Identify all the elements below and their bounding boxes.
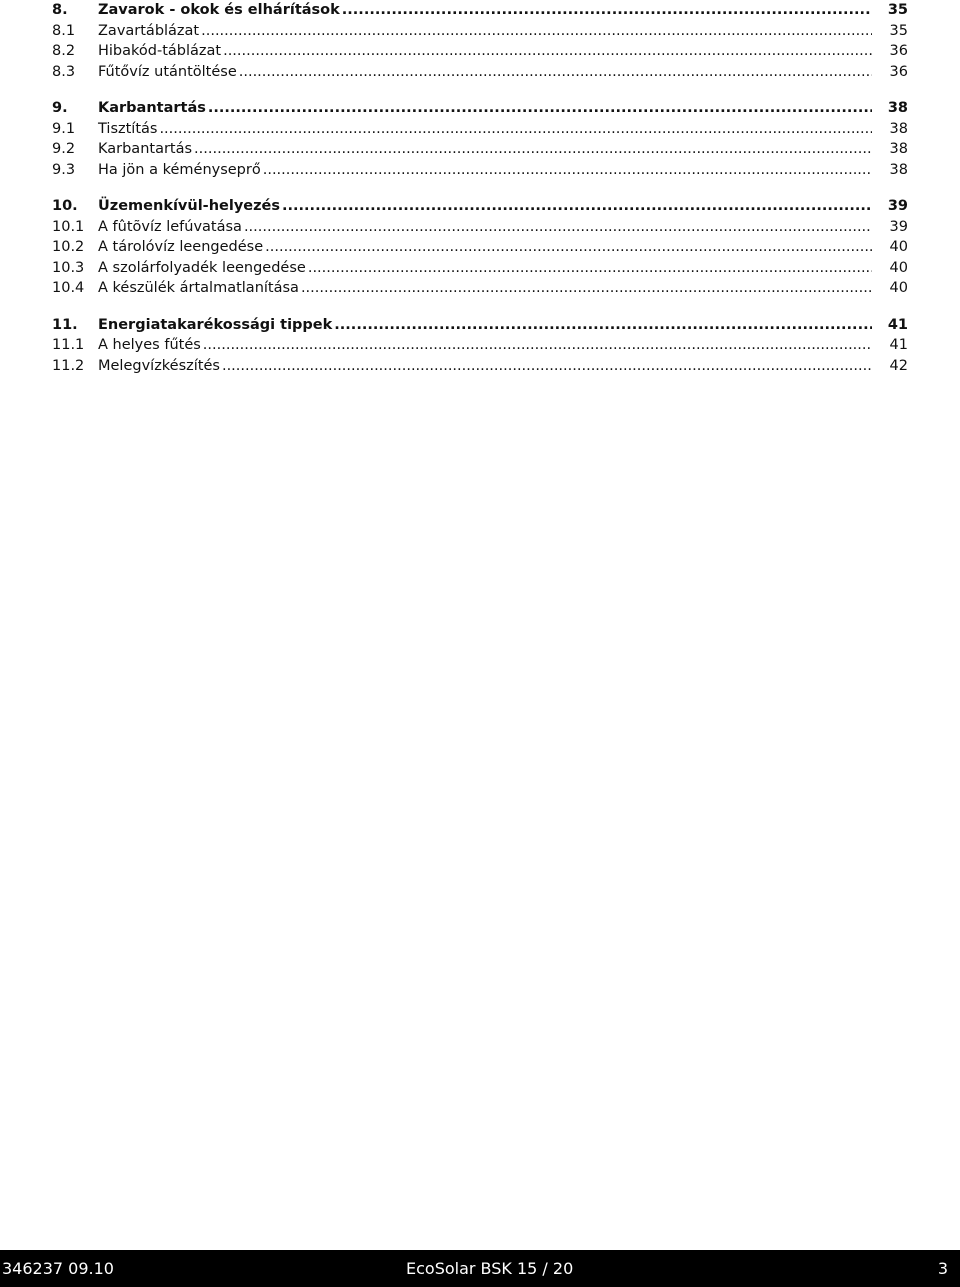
toc-entry-page: 42 — [889, 357, 908, 374]
toc-heading-title: Üzemenkívül-helyezés — [98, 198, 281, 214]
toc-heading[interactable] — [52, 315, 908, 336]
toc-entry-number: 8.2 — [52, 43, 76, 59]
dot-leader — [308, 258, 872, 279]
dot-leader — [282, 196, 872, 217]
toc-entry-title: A fûtõvíz lefúvatása — [98, 218, 242, 235]
toc-entry[interactable] — [52, 335, 908, 356]
toc-entry-page: 41 — [889, 337, 908, 353]
toc-section — [52, 315, 908, 377]
page-footer — [0, 1250, 960, 1287]
toc-heading-page: 39 — [887, 198, 908, 214]
toc-heading-number: 10. — [52, 198, 78, 214]
toc-entry[interactable] — [52, 62, 908, 83]
toc-entry-title: Tisztítás — [98, 120, 158, 137]
toc-entry-number: 8.1 — [52, 22, 76, 39]
footer-page-number: 3 — [937, 1259, 948, 1278]
dot-leader — [159, 119, 872, 140]
toc-entry-number: 10.4 — [52, 280, 85, 296]
toc-heading-title: Energiatakarékossági tippek — [98, 316, 333, 333]
toc-entry-title: Zavartáblázat — [98, 22, 200, 39]
toc-section — [52, 98, 908, 180]
dot-leader — [222, 356, 872, 377]
toc-entry-number: 9.3 — [52, 161, 76, 178]
toc-entry-title: A helyes fűtés — [98, 337, 201, 353]
dot-leader — [342, 0, 872, 21]
toc-entry-number: 10.1 — [52, 218, 85, 235]
toc-heading-page: 38 — [887, 100, 908, 116]
toc-heading-title: Karbantartás — [98, 100, 206, 116]
toc-heading[interactable] — [52, 196, 908, 217]
toc-entry[interactable] — [52, 139, 908, 160]
toc-entry-title: Hibakód-táblázat — [98, 43, 222, 59]
toc-entry-title: Karbantartás — [98, 141, 193, 157]
toc-entry-number: 10.2 — [52, 239, 85, 255]
toc-entry-title: A tárolóvíz leengedése — [98, 239, 264, 255]
toc-entry[interactable] — [52, 278, 908, 299]
toc-section — [52, 0, 908, 82]
toc-heading-page: 41 — [887, 316, 908, 333]
toc-entry[interactable] — [52, 21, 908, 42]
toc-heading-title: Zavarok - okok és elhárítások — [98, 2, 340, 18]
toc-heading-number: 11. — [52, 316, 78, 333]
dot-leader — [201, 21, 872, 42]
toc-entry[interactable] — [52, 258, 908, 279]
toc-entry-number: 9.2 — [52, 141, 76, 157]
footer-doc-number: 346237 09.10 — [2, 1259, 114, 1278]
toc-entry-page: 39 — [889, 218, 908, 235]
toc-entry-page: 40 — [889, 259, 908, 276]
toc-entry-page: 40 — [889, 280, 908, 296]
toc-entry-title: A készülék ártalmatlanítása — [98, 280, 299, 296]
dot-leader — [223, 41, 872, 62]
dot-leader — [194, 139, 872, 160]
toc-entry-title: Melegvízkészítés — [98, 357, 220, 374]
dot-leader — [239, 62, 872, 83]
toc-heading-number: 8. — [52, 2, 68, 18]
dot-leader — [334, 315, 872, 336]
toc-entry-title: A szolárfolyadék leengedése — [98, 259, 306, 276]
toc-entry-number: 11.2 — [52, 357, 85, 374]
toc-heading-page: 35 — [887, 2, 908, 18]
toc-entry-page: 40 — [889, 239, 908, 255]
dot-leader — [265, 237, 872, 258]
toc-entry-title: Ha jön a kéményseprő — [98, 161, 261, 178]
toc-entry-page: 36 — [889, 63, 908, 80]
toc-entry[interactable] — [52, 356, 908, 377]
footer-product-name: EcoSolar BSK 15 / 20 — [406, 1259, 574, 1278]
dot-leader — [244, 217, 872, 238]
toc-section — [52, 196, 908, 299]
toc-entry[interactable] — [52, 237, 908, 258]
toc-heading[interactable] — [52, 98, 908, 119]
toc-entry-page: 38 — [889, 141, 908, 157]
toc-entry-number: 8.3 — [52, 63, 76, 80]
dot-leader — [208, 98, 872, 119]
dot-leader — [301, 278, 872, 299]
toc-heading[interactable] — [52, 0, 908, 21]
toc-entry-title: Fűtővíz utántöltése — [98, 63, 237, 80]
toc-entry-number: 9.1 — [52, 120, 76, 137]
toc-heading-number: 9. — [52, 100, 68, 116]
toc-entry-number: 11.1 — [52, 337, 85, 353]
toc-entry[interactable] — [52, 41, 908, 62]
toc-entry-page: 36 — [889, 43, 908, 59]
toc-entry[interactable] — [52, 119, 908, 140]
dot-leader — [203, 335, 872, 356]
toc-entry-page: 35 — [889, 22, 908, 39]
toc-entry[interactable] — [52, 160, 908, 181]
dot-leader — [263, 160, 872, 181]
toc-entry-page: 38 — [889, 120, 908, 137]
table-of-contents — [52, 0, 908, 392]
toc-entry[interactable] — [52, 217, 908, 238]
toc-entry-number: 10.3 — [52, 259, 85, 276]
toc-entry-page: 38 — [889, 161, 908, 178]
